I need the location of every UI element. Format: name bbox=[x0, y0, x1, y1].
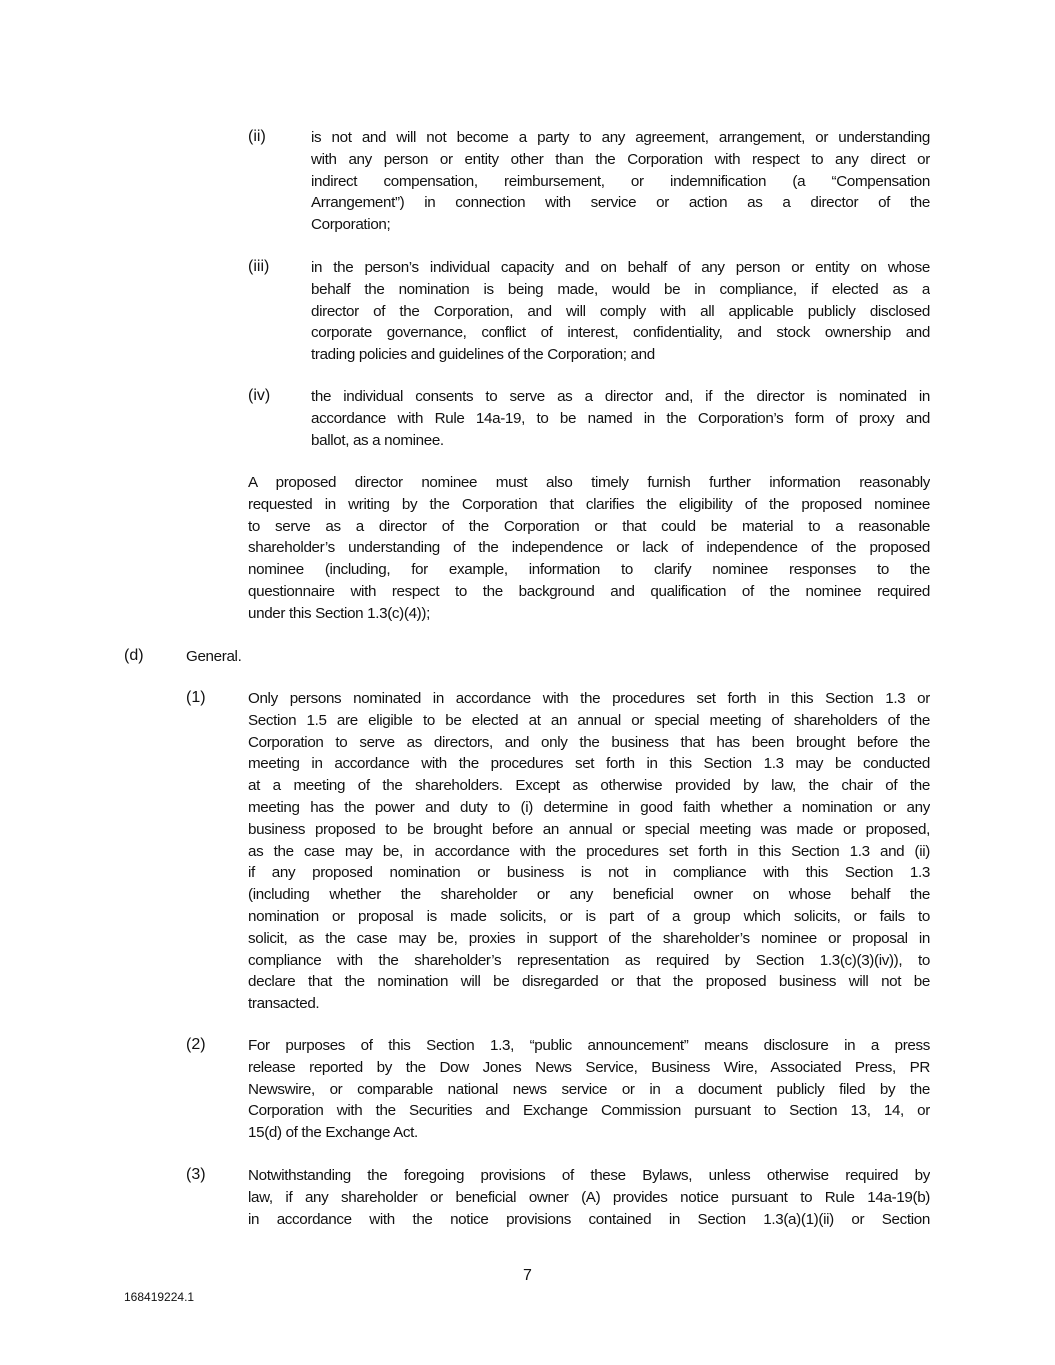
item-label: (d) bbox=[124, 647, 144, 664]
text-line: 15(d) of the Exchange Act. bbox=[248, 1124, 418, 1142]
item-label: (3) bbox=[186, 1166, 206, 1183]
text-line: A proposed director nominee must also timely furnish further information reasonably bbox=[248, 474, 930, 491]
page-number: 7 bbox=[523, 1267, 532, 1284]
item-label: (ii) bbox=[248, 128, 266, 145]
text-line: questionnaire with respect to the background and qualification of the nominee required bbox=[248, 582, 930, 600]
text-line: under this Section 1.3(c)(4)); bbox=[248, 604, 430, 622]
text-line: to serve as a director of the Corporation or that could be material to a reasonable bbox=[248, 517, 930, 535]
text-line: requested in writing by the Corporation that clarifies the eligibility of the proposed nominee bbox=[248, 495, 930, 513]
text-line: declare that the nomination will be disregarded or that the proposed business will not be bbox=[248, 973, 930, 991]
text-line: General. bbox=[186, 648, 242, 665]
text-line: nomination or proposal is made solicits, or is part of a group which solicits, or fails to bbox=[248, 907, 930, 925]
text-line: business proposed to be brought before an annual or special meeting was made or proposed, bbox=[248, 820, 930, 838]
text-line: Section 1.5 are eligible to be elected at an annual or special meeting of shareholders of the bbox=[248, 711, 930, 729]
text-line: (including whether the shareholder or any beneficial owner on whose behalf the bbox=[248, 886, 930, 904]
item-label: (iii) bbox=[248, 258, 270, 275]
document-id: 168419224.1 bbox=[124, 1290, 195, 1304]
text-line: indirect compensation, reimbursement, or indemnification (a “Compensation bbox=[311, 172, 930, 190]
text-line: the individual consents to serve as a director and, if the director is nominated in bbox=[311, 388, 930, 405]
text-line: Newswire, or comparable national news service or in a document publicly filed by the bbox=[248, 1080, 930, 1098]
text-line: meeting in accordance with the procedures set forth in this Section 1.3 may be conducted bbox=[248, 755, 930, 773]
item-label: (2) bbox=[186, 1036, 206, 1053]
text-line: at a meeting of the shareholders. Except as otherwise provided by law, the chair of the bbox=[248, 777, 930, 795]
text-line: solicit, as the case may be, proxies in support of the shareholder’s nominee or proposal in bbox=[248, 929, 930, 947]
item-label: (iv) bbox=[248, 387, 271, 404]
text-line: trading policies and guidelines of the Corporation; and bbox=[311, 346, 655, 364]
text-line: release reported by the Dow Jones News Service, Business Wire, Associated Press, PR bbox=[248, 1058, 930, 1076]
text-line: if any proposed nomination or business is not in compliance with this Section 1.3 bbox=[248, 864, 930, 882]
text-line: nominee (including, for example, information to clarify nominee responses to the bbox=[248, 561, 930, 579]
text-line: as the case may be, in accordance with the procedures set forth in this Section 1.3 and (ii) bbox=[248, 842, 930, 860]
item-label: (1) bbox=[186, 689, 206, 706]
text-line: behalf the nomination is being made, would be in compliance, if elected as a bbox=[311, 280, 930, 298]
text-line: with any person or entity other than the Corporation with respect to any direct or bbox=[311, 150, 930, 168]
text-line: shareholder’s understanding of the independence or lack of independence of the proposed bbox=[248, 539, 930, 557]
text-line: in accordance with the notice provisions contained in Section 1.3(a)(1)(ii) or Section bbox=[248, 1210, 930, 1228]
text-line: transacted. bbox=[248, 995, 320, 1013]
text-line: Only persons nominated in accordance with the procedures set forth in this Section 1.3 or bbox=[248, 690, 930, 707]
text-line: For purposes of this Section 1.3, “public announcement” means disclosure in a press bbox=[248, 1037, 930, 1054]
text-line: compliance with the shareholder’s representation as required by Section 1.3(c)(3)(iv)), to bbox=[248, 951, 930, 969]
text-line: in the person’s individual capacity and on behalf of any person or entity on whose bbox=[311, 259, 930, 276]
text-line: Arrangement”) in connection with service or action as a director of the bbox=[311, 194, 930, 212]
text-line: ballot, as a nominee. bbox=[311, 431, 444, 449]
text-line: director of the Corporation, and will comply with all applicable publicly disclosed bbox=[311, 302, 930, 320]
text-line: law, if any shareholder or beneficial owner (A) provides notice pursuant to Rule 14a-19(b) bbox=[248, 1188, 930, 1206]
text-line: Corporation to serve as directors, and only the business that has been brought before the bbox=[248, 733, 930, 751]
text-line: corporate governance, conflict of interest, confidentiality, and stock ownership and bbox=[311, 324, 930, 342]
text-line: meeting has the power and duty to (i) determine in good faith whether a nomination or any bbox=[248, 798, 930, 816]
text-line: accordance with Rule 14a-19, to be named in the Corporation’s form of proxy and bbox=[311, 409, 930, 427]
text-line: Corporation with the Securities and Exchange Commission pursuant to Section 13, 14, or bbox=[248, 1102, 930, 1120]
text-line: is not and will not become a party to any agreement, arrangement, or understanding bbox=[311, 129, 930, 146]
text-line: Notwithstanding the foregoing provisions of these Bylaws, unless otherwise required by bbox=[248, 1167, 930, 1184]
text-line: Corporation; bbox=[311, 216, 391, 234]
